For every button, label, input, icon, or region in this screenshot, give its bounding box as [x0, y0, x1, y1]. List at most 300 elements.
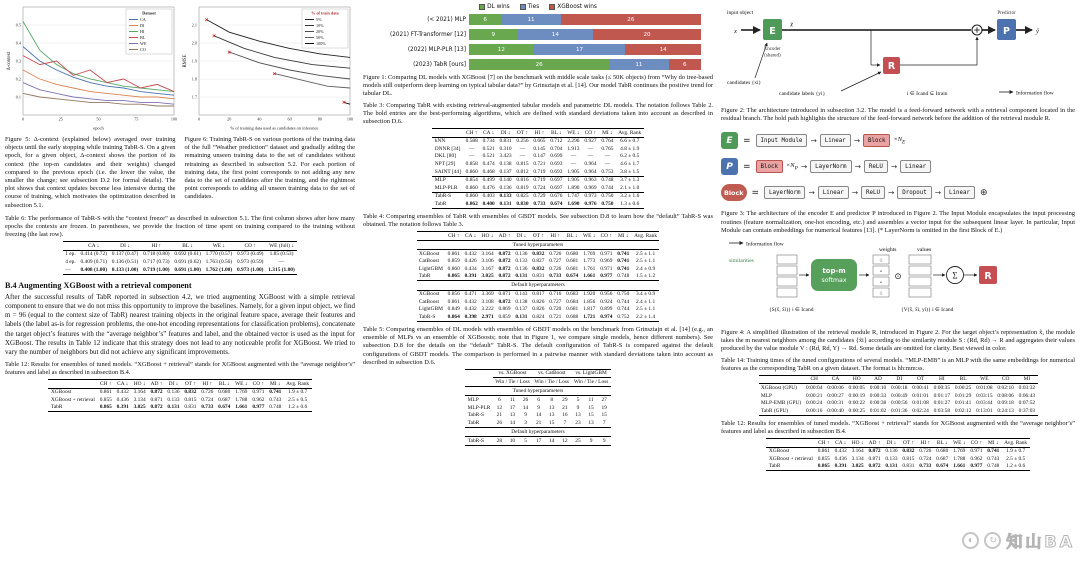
- table-cell: 0.748: [987, 463, 1000, 470]
- table-cell: 0.145: [533, 145, 546, 152]
- table-cell: 0.899: [600, 306, 613, 313]
- figure4-caption: Figure 4: A simplified illustration of the retrieval module R, introduced in Figure 2. For the target object’s representation x̃, the module takes the m nearest neighbors among the candidates {x̃i} according to the similarity module S : (Rd, Rd) → R and aggregates their values produced by the value module V : (Rd, Rd, Y) → Rd. Some details are omitted for clarity. Best viewed in color.: [721, 328, 1075, 353]
- table-cell: 14: [549, 437, 555, 444]
- table-cell: 0:01:02: [869, 407, 887, 414]
- table12-left-caption: Table 12: Results for ensembles of tuned models. “XGBoost + retrieval” stands for XGBoost augmented with the “average neighbor’s” features and label as described in subsection B.4.: [5, 360, 355, 376]
- table-cell: 0.391: [116, 404, 129, 411]
- column-header: CO ↑: [968, 439, 985, 448]
- legend-label: DI: [140, 23, 145, 28]
- column-header: OT: [910, 375, 931, 384]
- table-cell: 0.963: [584, 177, 597, 184]
- bar-label: (2021) FT-Transformer [12]: [390, 31, 466, 38]
- table-cell: 21: [535, 419, 542, 426]
- legend-swatch: [520, 4, 526, 10]
- table-cell: 0:13:01: [976, 407, 993, 414]
- table-cell: 0.871: [498, 291, 511, 298]
- bar-segment: 9: [469, 29, 518, 40]
- table-cell: 3.8 ± 1.5: [620, 168, 640, 175]
- candidates-label: candidates {xi}: [727, 80, 762, 86]
- table-row: [432, 200, 643, 208]
- table-cell: 0.688: [566, 313, 579, 320]
- fig3-row: [721, 158, 1075, 175]
- table-cell: TabR-S: [418, 313, 436, 320]
- table-cell: 0.744: [601, 184, 614, 191]
- table-cell: 0.133: [515, 258, 528, 265]
- start-marker: ✕: [211, 34, 217, 40]
- table-cell: 4 ep.: [65, 258, 76, 265]
- table-cell: 0.137: [499, 168, 512, 175]
- table-cell: 15: [588, 404, 594, 411]
- table4-caption: Table 4: Comparing ensembles of TabR with ensembles of GBDT models. See subsection D.8 to learn how the “default” TabR-S was obtained. The notation follows Table 3.: [363, 212, 713, 228]
- table-cell: 2.5 ± 1.1: [636, 258, 656, 265]
- table-cell: 6.2 ± 0.5: [620, 153, 640, 160]
- table-cell: 0.683: [566, 291, 579, 298]
- column-header: WE ↓: [581, 232, 598, 241]
- table-cell: 0.971: [600, 250, 613, 257]
- table-cell: 0.849: [447, 306, 460, 313]
- zero-weight: 0: [879, 290, 883, 297]
- table-cell: 0.691 (1.00): [174, 266, 201, 273]
- legend-swatch: [549, 4, 555, 10]
- table-cell: 0:03:32: [1018, 385, 1036, 392]
- figure3-caption: Figure 3: The architecture of the encoder E and predictor P introduced in Figure 2. The Input Module encapsulates the input processing routines (feature normalization, one-hot encoding, etc.) and assembles a vector input for the subsequent linear layer. In particular, Input Module can contain embeddings for numerical features [13]. (* LayerNorm is omitted in the first Block of E.): [721, 210, 1075, 234]
- figure4-retrieval-module-diagram: [721, 237, 1075, 321]
- table-cell: 0.726: [201, 389, 214, 396]
- column-header: CH ↑: [815, 439, 832, 448]
- table-cell: 0.681: [566, 306, 579, 313]
- table-cell: 0.872: [498, 273, 511, 280]
- table-cell: 0:00:24: [805, 400, 823, 407]
- table-cell: 0.699: [550, 153, 563, 160]
- encoder-tag: E: [769, 26, 776, 37]
- table-cell: 3.369: [481, 291, 494, 298]
- table-cell: 15: [588, 412, 594, 419]
- table-cell: 0.681: [566, 258, 579, 265]
- table-row: [766, 463, 1029, 471]
- table-cell: 0.717 (0.73): [143, 258, 170, 265]
- table-cell: 0.476: [482, 184, 495, 191]
- multiplier-label: $\times N_P$: [786, 162, 798, 172]
- table-cell: 4.8 ± 1.9: [620, 145, 640, 152]
- bar-label: (2023) TabR [ours]: [413, 61, 466, 68]
- table-cell: 0.719: [533, 177, 546, 184]
- equals-sign: =: [743, 161, 751, 172]
- column-header: WE ↓: [233, 379, 250, 388]
- table-row: [432, 145, 643, 153]
- table-cell: 0.815: [184, 396, 197, 403]
- section-b4-paragraph: After the successful results of TabR reported in subsection 4.2, we tried augmenting XGBoost with a simple retrieval component to ensure that we do not miss this opportunity to improve the baselines. Namely, for a given input object, we find m = 96 (equal to the context size of TabR) nearest training objects in the original feature space, average their features and labels (the label as-is for regression problems, the one-hot encoding representations for classification problems), concatenate the target object’s features with the “average neighbor’s” features and label, and the obtained vector is used as the input for XGBoost. The results in Table 12 indicate that this strategy does not lead to any noticeable profit for XGBoost. We tried to vary the number of neighbors but did not achieve any significant improvements.: [5, 292, 355, 357]
- legend-label: CA: [140, 17, 146, 22]
- table-cell: 0.752: [617, 313, 630, 320]
- table-cell: 0.681: [566, 265, 579, 272]
- table-cell: 0.697: [550, 184, 563, 191]
- table-cell: 0.832: [532, 250, 545, 257]
- table-cell: 0.697: [550, 177, 563, 184]
- table-cell: 3.4 ± 0.9: [636, 291, 656, 298]
- table-cell: 3.164: [481, 250, 494, 257]
- table-cell: 0.872: [868, 448, 881, 455]
- table-cell: 0.733: [549, 273, 562, 280]
- table-row: [417, 290, 660, 298]
- table-cell: 0.136: [515, 250, 528, 257]
- column-header: DI ↓: [165, 379, 182, 388]
- fig3-box: ReLU: [864, 160, 888, 173]
- column-header: OT ↑: [900, 439, 917, 448]
- table-cell: —: [65, 266, 71, 273]
- bar-segment: 26: [561, 14, 701, 25]
- retrieval-output-label: R: [984, 270, 992, 282]
- x-tick-label: 75: [134, 116, 139, 122]
- table-row: [432, 193, 643, 201]
- column-header: HI ↑: [917, 439, 934, 448]
- zero-weight: 0: [879, 257, 883, 264]
- table-cell: TabR-S: [434, 193, 452, 200]
- table-cell: 12: [496, 404, 503, 411]
- table-cell: MLP: [760, 392, 772, 399]
- table-cell: 0.727: [549, 298, 562, 305]
- table-row: [465, 404, 610, 412]
- table-cell: 0.831: [184, 404, 197, 411]
- table-cell: 0.832: [184, 389, 197, 396]
- table-cell: —: [469, 153, 475, 160]
- table-cell: 19: [601, 404, 607, 411]
- table-cell: 0.131: [515, 273, 528, 280]
- table-row: [759, 407, 1038, 415]
- table-cell: 0.403: [482, 193, 495, 200]
- table-cell: 9: [537, 404, 540, 411]
- legend-label: 100%: [316, 41, 326, 46]
- table-cell: 0.398: [464, 313, 477, 320]
- watermark-icon-2: ↻: [984, 532, 1001, 549]
- watermark-overlay: [962, 529, 1075, 552]
- table-cell: 0.137 (0.47): [111, 251, 139, 258]
- table-cell: 17: [535, 437, 542, 444]
- table-cell: TabR: [768, 463, 781, 470]
- table-cell: 0:02:12: [954, 407, 972, 414]
- bar-label: (< 2021) MLP: [427, 16, 466, 23]
- table-cell: 0.131: [499, 200, 512, 207]
- legend-label: CO: [140, 47, 146, 52]
- table-cell: 0.817: [532, 291, 545, 298]
- table-cell: 16: [562, 412, 568, 419]
- table-cell: XGBoost + retrieval: [50, 396, 95, 403]
- chart-line: [275, 74, 351, 88]
- table-cell: 26: [496, 419, 503, 426]
- arrow-icon: →: [887, 188, 895, 198]
- table-cell: 0.871: [868, 455, 881, 462]
- bar-row: [363, 13, 713, 26]
- x-tick-label: 0: [21, 116, 25, 122]
- start-marker: ✕: [272, 72, 277, 78]
- table-row: [48, 396, 311, 404]
- subheader: Win / Tie / Loss: [493, 378, 532, 387]
- table-cell: 0.748: [269, 404, 282, 411]
- residual-plus-icon: ⊕: [979, 187, 988, 198]
- column-header: WE: [974, 375, 995, 384]
- x-tick-label: 25: [58, 116, 63, 122]
- left-column: [5, 3, 355, 416]
- table-cell: 0.692 (0.61): [174, 251, 201, 258]
- table-row: [417, 313, 660, 321]
- table-cell: 1.661: [953, 463, 966, 470]
- table-cell: 1.661: [235, 404, 248, 411]
- table-cell: 0.744: [617, 306, 630, 313]
- bar-segment: 11: [501, 14, 560, 25]
- table-cell: 1.890: [567, 184, 580, 191]
- table-cell: 0.969: [584, 184, 597, 191]
- table-row: [48, 388, 311, 396]
- table-cell: 13: [549, 412, 555, 419]
- column-header: AD ↑: [148, 379, 165, 388]
- x-tick-label: 80: [317, 116, 322, 122]
- table-cell: LightGBM: [418, 306, 443, 313]
- column-header: CO ↑: [250, 379, 267, 388]
- table-cell: 1.9 ± 0.7: [288, 389, 308, 396]
- table-row: [417, 298, 660, 306]
- table-cell: 2.5 ± 0.5: [288, 396, 308, 403]
- weight-value: •: [880, 268, 882, 275]
- table-cell: 0.733: [919, 463, 932, 470]
- table5: [465, 369, 610, 446]
- table-cell: 0.687: [936, 455, 949, 462]
- column-header: OT ↑: [514, 129, 531, 138]
- table-cell: 13: [575, 412, 581, 419]
- x-axis-label: epoch: [93, 125, 104, 131]
- chart-line: [229, 52, 350, 79]
- column-header: MI ↓: [599, 129, 616, 138]
- column-header: [48, 379, 97, 388]
- table-cell: 25: [575, 437, 581, 444]
- fig1-legend: [363, 4, 713, 10]
- table-cell: 13: [509, 412, 516, 419]
- table-cell: 0.140: [499, 177, 512, 184]
- table-row: [759, 400, 1038, 408]
- table-cell: 14: [535, 412, 542, 419]
- table-cell: 2.5 ± 0.5: [1006, 455, 1026, 462]
- table-cell: 0.865: [447, 273, 460, 280]
- table-cell: 0.741: [269, 389, 282, 396]
- table-cell: —: [278, 258, 285, 265]
- table-cell: 0.693: [550, 168, 563, 175]
- table-cell: 11: [588, 396, 594, 403]
- column-header: CA: [825, 375, 846, 384]
- column-header: HI ↑: [141, 242, 172, 251]
- figure2-caption: Figure 2: The architecture introduced in subsection 3.2. The model is a feed-forward network with a retrieval component located in the residual branch. The bold path highlights the structure of the feed-forward network before the addition of the retrieval module R.: [721, 107, 1075, 123]
- softmax-label: softmax: [821, 276, 847, 284]
- table-cell: 0:00:35: [933, 385, 951, 392]
- top-m-softmax-box: [811, 259, 857, 291]
- stacked-bar: [469, 44, 701, 55]
- stacked-bar: [469, 14, 701, 25]
- table-cell: 0.474: [482, 160, 495, 167]
- table-cell: 0.819: [516, 184, 529, 191]
- table-cell: 0.136: [499, 184, 512, 191]
- table-cell: 0.962: [252, 396, 265, 403]
- table-cell: 0.859: [498, 313, 511, 320]
- table-cell: 6.6 ± 0.7: [620, 138, 640, 145]
- table-cell: 0.719 (1.00): [143, 266, 170, 273]
- table-cell: 0:02:10: [997, 385, 1014, 392]
- values-label: values: [917, 246, 932, 253]
- table-cell: 0.432: [464, 250, 477, 257]
- figure5-6-row: [5, 3, 355, 131]
- table-cell: 1.9 ± 0.7: [1006, 448, 1026, 455]
- y-axis-label: Δ-context: [7, 51, 12, 71]
- arrow-icon: →: [810, 136, 817, 146]
- table-row: [465, 412, 610, 420]
- section-label-row: Default hyperparameters: [465, 427, 610, 436]
- table-cell: XGBoost: [418, 291, 440, 298]
- table-cell: 0.521: [482, 145, 495, 152]
- table-cell: 0.753: [601, 168, 614, 175]
- table-cell: 4.6 ± 1.7: [620, 160, 640, 167]
- table-cell: 0.680: [218, 389, 231, 396]
- x-tick-label: 60: [287, 116, 292, 122]
- table-cell: TabR: [467, 419, 480, 426]
- empty-header: [465, 378, 493, 387]
- table12-right-caption: Table 12: Results for ensembles of tuned models. “XGBoost + retrieval” stands for XGBoost augmented with the “average neighbor’s” features and label as described in subsection B.4.: [721, 419, 1075, 435]
- table-cell: 9: [602, 437, 606, 444]
- table-cell: 0:03:44: [976, 400, 993, 407]
- table-cell: 2.5 ± 1.1: [636, 306, 656, 313]
- x-axis-label: % of training data used as candidates on inference: [230, 125, 319, 131]
- table-cell: 2.971: [481, 313, 494, 320]
- table-cell: 0.716: [549, 291, 562, 298]
- table-cell: 0.862: [465, 200, 478, 207]
- table-cell: 0.143: [515, 291, 528, 298]
- column-header: WE ↓: [203, 242, 234, 251]
- table-cell: 0.471: [464, 291, 477, 298]
- table-cell: 13: [549, 404, 555, 411]
- fig3-box: LayerNorm: [810, 160, 851, 173]
- input-x-label: x: [734, 28, 737, 35]
- table-cell: 0.729: [533, 193, 546, 200]
- column-header: OT ↑: [182, 379, 199, 388]
- table-cell: 0.718 (0.80): [143, 251, 170, 258]
- figure1-stacked-bar-chart: [363, 4, 713, 71]
- y-tick-label: 0.3: [15, 58, 21, 64]
- x-tick-label: 50: [96, 116, 101, 122]
- fig3-tag-p: P: [721, 158, 738, 175]
- column-header: DI: [889, 375, 910, 384]
- table-cell: 3.025: [481, 273, 494, 280]
- table-cell: 0:00:04: [805, 385, 823, 392]
- fig3-tag-block: Block: [721, 184, 747, 201]
- table-row: [766, 455, 1029, 463]
- column-header: HO ↓: [479, 232, 496, 241]
- legend-item: Ties: [520, 4, 540, 10]
- table-cell: 0.693: [550, 160, 563, 167]
- bar-segment: 6: [469, 14, 501, 25]
- legend-title: % of train data: [311, 10, 339, 16]
- table-cell: LightGBM: [418, 265, 443, 272]
- column-header: WE (full) ↓: [266, 242, 297, 251]
- table-cell: 0.434: [464, 265, 477, 272]
- table-cell: 3.164: [851, 448, 864, 455]
- table-row: [417, 250, 660, 258]
- table-cell: 3: [524, 419, 527, 426]
- table-cell: 0.831: [532, 273, 545, 280]
- y-tick-label: 0.5: [15, 22, 21, 28]
- table-cell: 0.588: [465, 138, 478, 145]
- table-cell: 28: [496, 437, 503, 444]
- table-cell: 1.721: [583, 313, 596, 320]
- xtilde-label: x̃: [790, 21, 793, 29]
- table-cell: SAINT [44]: [434, 168, 461, 175]
- table-cell: 1.788: [953, 455, 966, 462]
- table-cell: 21: [562, 404, 568, 411]
- section-label-row: Default hyperparameters: [417, 281, 660, 290]
- table-cell: 0.973 (0.59): [236, 258, 264, 265]
- bar-segment: 14: [625, 44, 701, 55]
- table14-caption: Table 14: Training times of the tuned configurations of several models. “MLP-EMB” is an MLP with the same embeddings for numerical features as the corresponding TabR on a given dataset. The format is hh:mm:ss.: [721, 356, 1075, 372]
- table-cell: 8: [550, 396, 554, 403]
- table-row: [759, 384, 1038, 392]
- table-cell: 0.974: [600, 313, 613, 320]
- table-cell: 0:08:06: [997, 392, 1014, 399]
- table-cell: 29: [562, 396, 568, 403]
- table-cell: 0:00:25: [954, 385, 972, 392]
- table-cell: 0.872: [498, 258, 511, 265]
- column-header: DI ↓: [497, 129, 514, 138]
- table-cell: 0.676: [550, 193, 563, 200]
- table-cell: 0.977: [600, 273, 613, 280]
- multiplier-label: $\times N_E$: [893, 136, 906, 146]
- table-cell: DNNR [34]: [434, 145, 461, 152]
- legend-label: BL: [140, 35, 146, 40]
- table-cell: 0.832: [532, 265, 545, 272]
- table-cell: 0.137: [515, 306, 528, 313]
- table-cell: 27: [601, 396, 607, 403]
- table-cell: 0.964: [584, 168, 597, 175]
- column-header: DI ↓: [513, 232, 530, 241]
- table-cell: 0:37:03: [1018, 407, 1036, 414]
- information-flow-label: Information flow: [746, 241, 784, 248]
- column-group: vs. LightGBM: [571, 369, 610, 378]
- table-cell: 0.136: [515, 265, 528, 272]
- column-header: CA ↓: [832, 439, 849, 448]
- yhat-label: ŷ: [1036, 28, 1039, 35]
- table-cell: 0.136: [167, 389, 180, 396]
- table6-caption: Table 6: The performance of TabR-S with the “context freeze” as described in subsection 5.1. The first column shows after how many epochs the contexts are frozen. In parentheses, we provide the fraction of time spent on training compared to the training without freezing (the last row).: [5, 214, 355, 239]
- table-cell: 0.865: [99, 404, 112, 411]
- table-cell: 1.315 (1.00): [268, 266, 295, 273]
- column-header: CA ↓: [78, 242, 109, 251]
- table-row: [432, 160, 643, 168]
- table-cell: 0:00:05: [848, 385, 865, 392]
- column-header: MI: [1016, 375, 1037, 384]
- table-row: [432, 168, 643, 176]
- table12-left: [48, 379, 311, 412]
- section-label-row: Tuned hyperparameters: [465, 387, 610, 396]
- legend-title: Dataset: [142, 10, 156, 16]
- table-cell: 1.690: [567, 200, 580, 207]
- table-cell: 0.860: [465, 168, 478, 175]
- subheader: Win / Tie / Loss: [532, 378, 571, 387]
- similarity-set-label: {S(x̃, x̃i)} i ∈ Icand: [769, 306, 814, 313]
- values-column: [909, 255, 931, 297]
- table-cell: 0.741: [987, 448, 1000, 455]
- table-cell: 9: [589, 437, 593, 444]
- column-header: CH ↑: [97, 379, 114, 388]
- table-cell: 0.764: [601, 138, 614, 145]
- start-marker: ✕: [204, 18, 209, 24]
- y-tick-label: 0.1: [15, 94, 21, 100]
- table5-caption: Table 5: Comparing ensembles of DL models with ensembles of GBDT models on the benchmark from Grinsztajn et al. [14] (e.g., an ensemble of MLPs vs an ensemble of XGBoosts; note that in Figure 1, we compare single models, hence different numbers). See subsection D.8 for the details on the “default” TabR-S. The default configuration of TabR-S is compared against the default configurations of GBDT models. The comparison is performed in a pairwise manner with standard deviations taken into account as described in subsection D.6.: [363, 325, 713, 366]
- fig3-box: Input Module: [756, 134, 808, 147]
- table-cell: 0:01:27: [933, 400, 951, 407]
- arrow-icon: →: [808, 188, 815, 198]
